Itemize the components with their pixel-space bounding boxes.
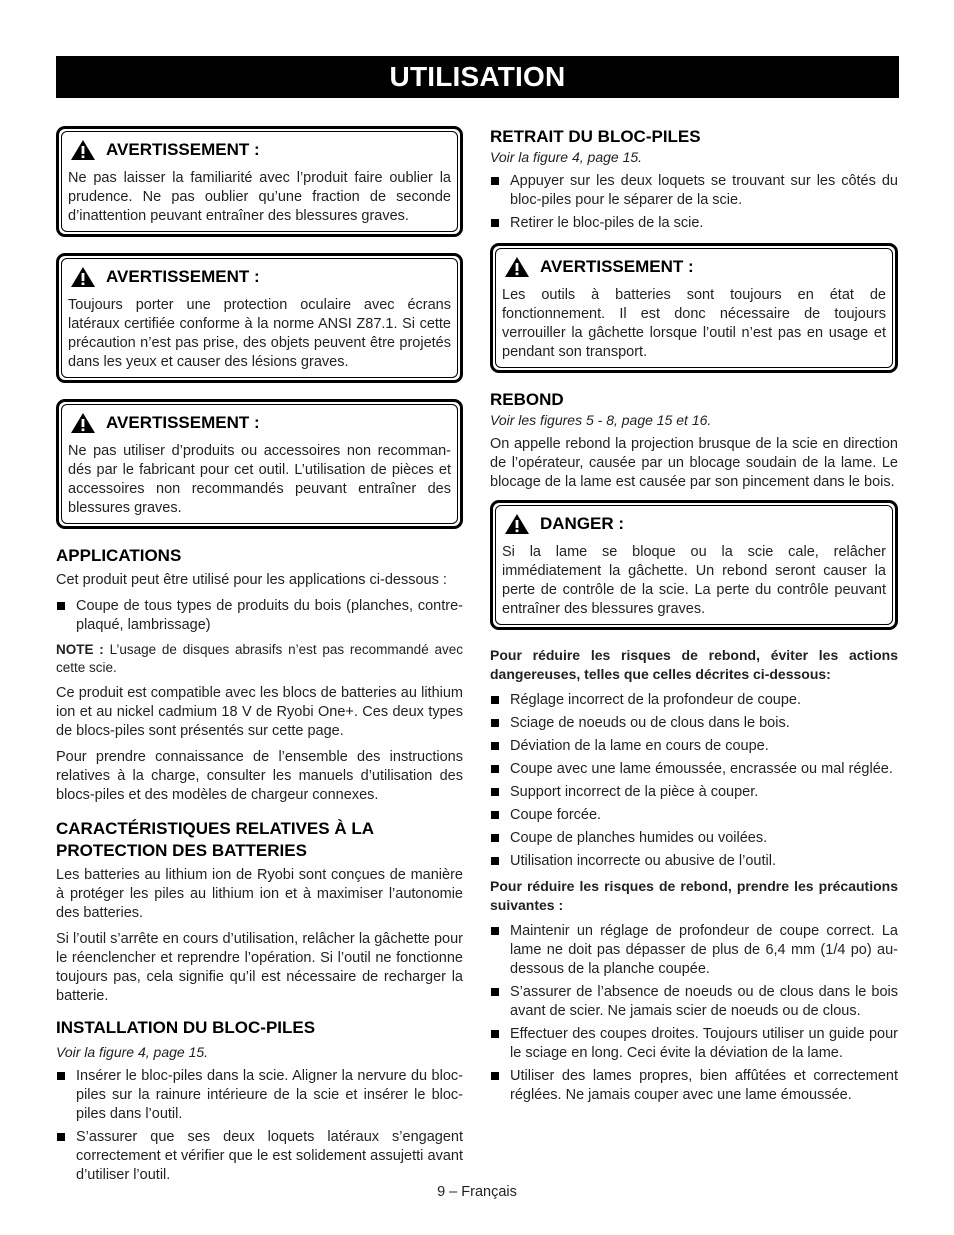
note-text: L’usage de disques abrasifs n’est pas recommandé avec cette scie. <box>56 642 463 675</box>
warning-box-accessories <box>56 399 463 529</box>
left-column <box>56 126 463 1191</box>
removal-heading: RETRAIT DU BLOC-PILES <box>490 127 701 146</box>
list-item: Coupe avec une lame émoussée, encrassée ou mal réglée. <box>490 760 898 779</box>
warning-triangle-icon <box>504 256 530 278</box>
compatibility-paragraph: Ce produit est compatible avec les blocs de batteries au lithium ion et au nickel cadmium 18 V de Ryobi One+. Ces deux types de blocs-piles sont présentés sur cette page. <box>56 685 463 739</box>
list-item: Maintenir un réglage de profondeur de coupe correct. La lame ne doit pas dépasser de plus de 6,4 mm (1/4 po) au-dessous de la planche coupée. <box>490 922 898 979</box>
removal-list <box>490 172 898 233</box>
battery-protection-paragraph-1: Les batteries au lithium ion de Ryobi sont conçues de manière à protéger les piles au lithium ion et à maximiser l’autonomie des batteries. <box>56 867 463 921</box>
list-item: Coupe de tous types de produits du bois (planches, contre-plaqué, lambrissage) <box>56 597 463 635</box>
list-item: Réglage incorrect de la profondeur de coupe. <box>490 691 898 710</box>
danger-box <box>490 500 898 630</box>
list-item: S’assurer que ses deux loquets latéraux s’engagent correctement et vérifier que le est solidement assujetti avant d’utiliser l’outil. <box>56 1128 463 1185</box>
warning-text: Toujours porter une protection oculaire avec écrans latéraux certifiée conforme à la norme ANSI Z87.1. Si cette précaution n’est pas prise, des objets peuvent être projetés dans les yeux et causer des lésions graves. <box>68 297 451 370</box>
list-item: Coupe forcée. <box>490 806 898 825</box>
installation-list <box>56 1067 463 1185</box>
precautions-lead: Pour réduire les risques de rebond, prendre les précautions suivantes : <box>490 878 898 913</box>
list-item: Insérer le bloc-piles dans la scie. Aligner la nervure du bloc-piles sur la rainure intérieure de la scie et insérer le bloc-piles dans l’outil. <box>56 1067 463 1124</box>
list-item: Utiliser des lames propres, bien affûtées et correctement réglées. Ne jamais couper avec une lame émoussée. <box>490 1067 898 1105</box>
list-item: Effectuer des coupes droites. Toujours utiliser un guide pour le sciage en long. Ceci évite la déviation de la lame. <box>490 1025 898 1063</box>
note-label: NOTE : <box>56 642 104 657</box>
danger-title: DANGER : <box>540 514 625 533</box>
right-column <box>490 126 898 1111</box>
avoid-lead: Pour réduire les risques de rebond, éviter les actions dangereuses, telles que celles décrites ci-dessous: <box>490 647 898 682</box>
warning-title: AVERTISSEMENT : <box>106 267 260 286</box>
warning-title: AVERTISSEMENT : <box>540 257 694 276</box>
list-item: Support incorrect de la pièce à couper. <box>490 783 898 802</box>
list-item: Coupe de planches humides ou voilées. <box>490 829 898 848</box>
page-header <box>56 56 899 98</box>
warning-triangle-icon <box>70 412 96 434</box>
kickback-paragraph: On appelle rebond la projection brusque de la scie en direction de l’opérateur, causée par un blocage soudain de la lame. Le blocage de la lame est causée par son pincement dans le bois. <box>490 436 898 490</box>
avoid-list <box>490 691 898 871</box>
list-item: Appuyer sur les deux loquets se trouvant sur les côtés du bloc-piles pour le séparer de la scie. <box>490 172 898 210</box>
warning-text: Ne pas utiliser d’produits ou accessoires non recomman-dés par le fabricant pour cet outil. L’utilisation de pièces et accessoires non recommandés peuvant entraîner des blessures graves. <box>68 443 451 516</box>
warning-box-battery-tools <box>490 243 898 373</box>
removal-figure-ref: Voir la figure 4, page 15. <box>490 149 643 165</box>
battery-protection-heading: CARACTÉRISTIQUES RELATIVES À LA PROTECTION DES BATTERIES <box>56 819 374 860</box>
warning-text: Les outils à batteries sont toujours en état de fonctionnement. Il est donc nécessaire de toujours verrouiller la gâchette lorsque l’outil n’est pas en usage et pendant son transport. <box>502 287 886 360</box>
installation-figure-ref: Voir la figure 4, page 15. <box>56 1044 209 1060</box>
warning-triangle-icon <box>70 266 96 288</box>
danger-text: Si la lame se bloque ou la scie cale, relâcher immédiatement la gâchette. Un rebond seront causer la perte de contrôle de la scie. La perte du contrôle peuvant entraîner des blessures graves. <box>502 544 886 617</box>
list-item: Retirer le bloc-piles de la scie. <box>490 214 898 233</box>
warning-triangle-icon <box>504 513 530 535</box>
list-item: Déviation de la lame en cours de coupe. <box>490 737 898 756</box>
page-footer: 9 – Français <box>437 1184 517 1200</box>
charging-paragraph: Pour prendre connaissance de l’ensemble des instructions relatives à la charge, consulter les manuels d’utilisation des blocs-piles et des modèles de chargeur connexes. <box>56 749 463 803</box>
warning-box-familiarity <box>56 126 463 237</box>
warning-triangle-icon <box>70 139 96 161</box>
page-title: UTILISATION <box>389 61 566 92</box>
list-item: Utilisation incorrecte ou abusive de l’outil. <box>490 852 898 871</box>
list-item: S’assurer de l’absence de noeuds ou de clous dans le bois avant de scier. Ne jamais scier de noeuds ou de clous. <box>490 983 898 1021</box>
installation-heading: INSTALLATION DU BLOC-PILES <box>56 1018 316 1037</box>
battery-protection-paragraph-2: Si l’outil s’arrête en cours d’utilisation, relâcher la gâchette pour le réenclencher et reprendre l’opération. Si l’outil ne fonctionne toujours pas, cela signifie qu’il est nécessaire de recharger la batterie. <box>56 931 463 1004</box>
warning-title: AVERTISSEMENT : <box>106 140 260 159</box>
warning-text: Ne pas laisser la familiarité avec l’produit faire oublier la prudence. Ne pas oublier qu’une fraction de seconde d’inattention peuvant entraîner des blessures graves. <box>68 170 451 224</box>
precautions-list <box>490 922 898 1105</box>
list-item: Sciage de noeuds ou de clous dans le bois. <box>490 714 898 733</box>
kickback-figure-ref: Voir les figures 5 - 8, page 15 et 16. <box>490 412 712 428</box>
applications-list <box>56 597 463 635</box>
applications-intro: Cet produit peut être utilisé pour les applications ci-dessous : <box>56 572 447 588</box>
applications-heading: APPLICATIONS <box>56 546 182 565</box>
warning-box-eye-protection <box>56 253 463 383</box>
warning-title: AVERTISSEMENT : <box>106 413 260 432</box>
note-paragraph <box>56 641 463 677</box>
kickback-heading: REBOND <box>490 390 564 409</box>
